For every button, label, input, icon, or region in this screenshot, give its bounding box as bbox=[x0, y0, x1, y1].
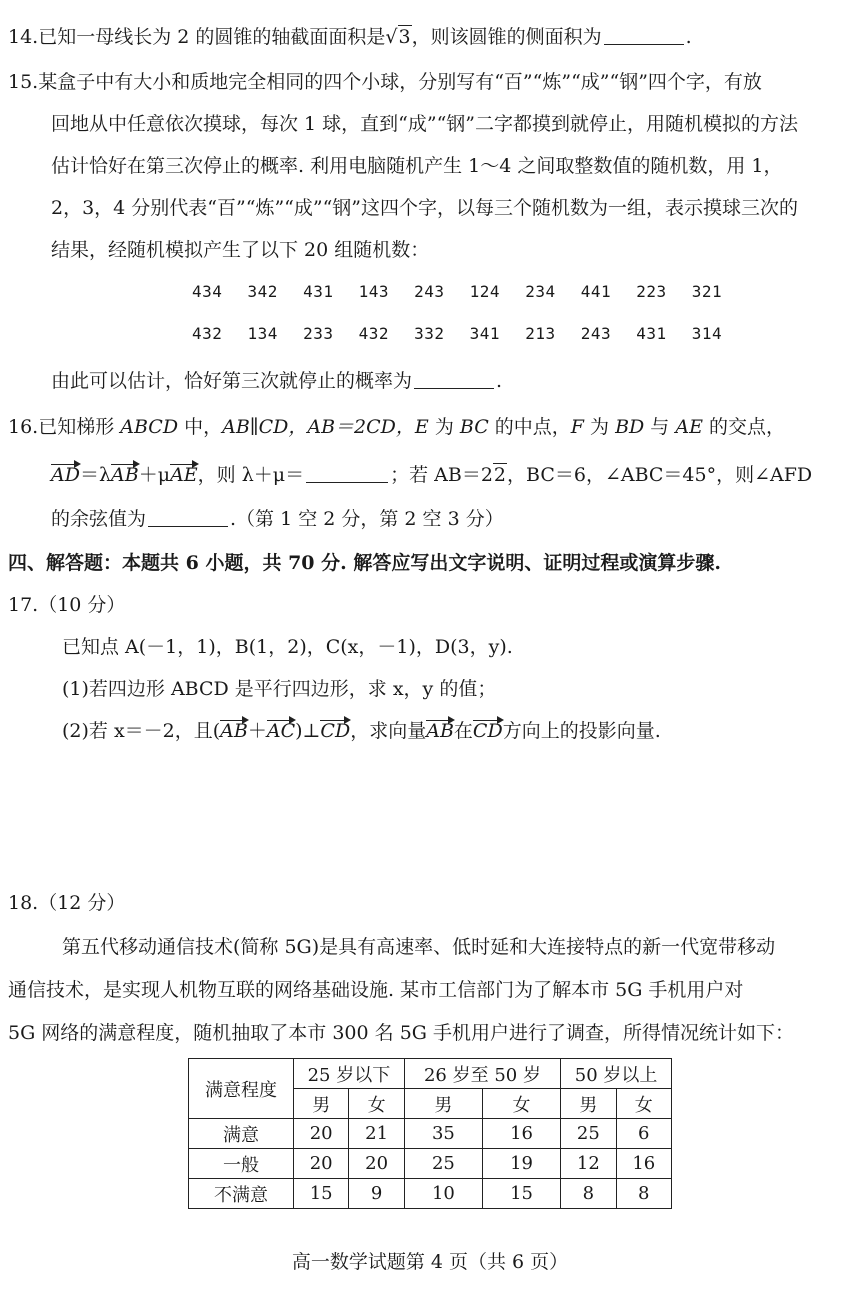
page-footer: 高一数学试题第 4 页（共 6 页） bbox=[291, 1251, 569, 1273]
question-text: 的余弦值为 bbox=[51, 508, 147, 530]
question-18-line-3: 5G 网络的满意程度，随机抽取了本市 300 名 5G 手机用户进行了调查，所得情况统计如下： bbox=[8, 1022, 794, 1044]
row-label: 不满意 bbox=[189, 1179, 294, 1209]
math-BD: BD bbox=[615, 416, 645, 438]
question-15-line-5: 结果，经随机模拟产生了以下 20 组随机数： bbox=[51, 239, 430, 261]
table-row bbox=[189, 1179, 672, 1209]
table-corner-cell: 满意程度 bbox=[189, 1059, 294, 1119]
vector-AE: AE bbox=[170, 464, 198, 486]
vector-AC: AC bbox=[266, 720, 296, 742]
question-text: (2)若 x＝－2，且( bbox=[62, 720, 221, 742]
table-cell: 8 bbox=[561, 1179, 616, 1209]
question-17-part-1: (1)若四边形 ABCD 是平行四边形，求 x，y 的值； bbox=[62, 678, 497, 700]
math-AE: AE bbox=[675, 416, 703, 438]
question-text: ，求向量 bbox=[350, 720, 427, 742]
question-text: 与 bbox=[644, 416, 676, 438]
section-heading: 四、解答题：本题共 6 小题，共 70 分. 解答应写出文字说明、证明过程或演算步骤. bbox=[8, 552, 721, 574]
question-15-line-4: 2，3，4 分别代表“百”“炼”“成”“钢”这四个字，以每三个随机数为一组，表示摸球三次的 bbox=[51, 197, 799, 219]
question-16-line-2 bbox=[51, 460, 812, 487]
question-15-line-2: 回地从中任意依次摸球，每次 1 球，直到“成”“钢”二字都摸到就停止，用随机模拟的方法 bbox=[51, 113, 799, 135]
question-14 bbox=[8, 22, 692, 49]
table-cell: 20 bbox=[349, 1149, 404, 1179]
question-number: 16. bbox=[8, 416, 39, 438]
question-17-header: 17.（10 分） bbox=[8, 594, 126, 616]
question-text: .（第 1 空 2 分，第 2 空 3 分） bbox=[230, 508, 504, 530]
question-text: 在 bbox=[453, 720, 473, 742]
table-cell: 21 bbox=[349, 1119, 404, 1149]
sqrt-argument: 3 bbox=[398, 26, 411, 48]
sqrt-symbol: √ bbox=[385, 26, 398, 48]
row-label: 一般 bbox=[189, 1149, 294, 1179]
math-ABCD: ABCD bbox=[120, 416, 179, 438]
question-15-line-3: 估计恰好在第三次停止的概率. 利用电脑随机产生 1～4 之间取整数值的随机数，用 1， bbox=[51, 155, 783, 177]
table-cell: 25 bbox=[404, 1149, 482, 1179]
question-text: ，则该圆锥的侧面积为 bbox=[411, 26, 602, 48]
answer-blank[interactable] bbox=[604, 26, 684, 45]
question-18-header: 18.（12 分） bbox=[8, 892, 126, 914]
gender-header: 男 bbox=[404, 1089, 482, 1119]
question-16-line-1 bbox=[8, 412, 785, 439]
question-18-line-1: 第五代移动通信技术(简称 5G)是具有高速率、低时延和大连接特点的新一代宽带移动 bbox=[62, 936, 776, 958]
age-group-header: 26 岁至 50 岁 bbox=[404, 1059, 560, 1089]
question-15-line-1 bbox=[8, 67, 762, 94]
question-text: 由此可以估计，恰好第三次就停止的概率为 bbox=[51, 370, 413, 392]
math-condition: AB∥CD，AB＝2CD，E bbox=[222, 416, 429, 438]
vector-AB: AB bbox=[426, 720, 454, 742]
random-numbers-row-2: 432 134 233 432 332 341 213 243 431 314 bbox=[192, 324, 723, 343]
question-text: 某盒子中有大小和质地完全相同的四个小球，分别写有“百”“炼”“成”“钢”四个字，有放 bbox=[38, 71, 762, 93]
question-15-line-6 bbox=[51, 366, 502, 393]
question-18-line-2: 通信技术，是实现人机物互联的网络基础设施. 某市工信部门为了解本市 5G 手机用户对 bbox=[8, 979, 744, 1001]
math-perp: )⊥ bbox=[295, 720, 321, 742]
question-17-part-2 bbox=[62, 716, 661, 743]
math-F: F bbox=[570, 416, 584, 438]
age-group-header: 50 岁以上 bbox=[561, 1059, 672, 1089]
period: . bbox=[496, 370, 503, 392]
table-row bbox=[189, 1149, 672, 1179]
question-text: 已知梯形 bbox=[38, 416, 121, 438]
answer-blank-1[interactable] bbox=[306, 464, 388, 483]
question-text: 中， bbox=[178, 416, 223, 438]
question-text: 方向上的投影向量. bbox=[502, 720, 661, 742]
math-eq: ＝λ bbox=[79, 464, 112, 486]
question-text: ，BC＝6，∠ABC＝45°，则∠AFD bbox=[507, 464, 813, 486]
question-number: 15. bbox=[8, 71, 39, 93]
answer-blank[interactable] bbox=[414, 370, 494, 389]
satisfaction-table bbox=[188, 1058, 672, 1209]
period: . bbox=[685, 26, 692, 48]
question-text: 为 bbox=[583, 416, 616, 438]
table-cell: 20 bbox=[294, 1149, 349, 1179]
question-text: 已知一母线长为 2 的圆锥的轴截面面积是 bbox=[38, 26, 386, 48]
table-cell: 35 bbox=[404, 1119, 482, 1149]
sqrt-argument: 2 bbox=[493, 464, 506, 486]
math-plus: ＋ bbox=[247, 720, 267, 742]
vector-AB: AB bbox=[220, 720, 248, 742]
table-cell: 8 bbox=[616, 1179, 671, 1209]
table-cell: 16 bbox=[482, 1119, 560, 1149]
table-cell: 20 bbox=[294, 1119, 349, 1149]
table-cell: 19 bbox=[482, 1149, 560, 1179]
answer-blank-2[interactable] bbox=[148, 508, 228, 527]
gender-header: 女 bbox=[482, 1089, 560, 1119]
question-text: 的交点， bbox=[702, 416, 785, 438]
question-number: 14. bbox=[8, 26, 39, 48]
math-plus-mu: ＋μ bbox=[138, 464, 171, 486]
table-cell: 6 bbox=[616, 1119, 671, 1149]
age-group-header: 25 岁以下 bbox=[294, 1059, 405, 1089]
vector-AD: AD bbox=[51, 464, 80, 486]
gender-header: 女 bbox=[616, 1089, 671, 1119]
table-cell: 9 bbox=[349, 1179, 404, 1209]
table-cell: 12 bbox=[561, 1149, 616, 1179]
gender-header: 男 bbox=[294, 1089, 349, 1119]
question-text: ，则 λ＋μ＝ bbox=[197, 464, 305, 486]
random-numbers-row-1: 434 342 431 143 243 124 234 441 223 321 bbox=[192, 282, 723, 301]
table-cell: 15 bbox=[482, 1179, 560, 1209]
math-BC: BC bbox=[459, 416, 489, 438]
table-cell: 25 bbox=[561, 1119, 616, 1149]
gender-header: 男 bbox=[561, 1089, 616, 1119]
question-17-line-1: 已知点 A(－1，1)，B(1，2)，C(x，－1)，D(3，y). bbox=[62, 636, 513, 658]
question-text: 为 bbox=[428, 416, 460, 438]
table-cell: 16 bbox=[616, 1149, 671, 1179]
row-label: 满意 bbox=[189, 1119, 294, 1149]
vector-CD: CD bbox=[472, 720, 503, 742]
vector-CD: CD bbox=[320, 720, 351, 742]
vector-AB: AB bbox=[111, 464, 139, 486]
table-row bbox=[189, 1119, 672, 1149]
question-text: 的中点， bbox=[488, 416, 571, 438]
gender-header: 女 bbox=[349, 1089, 404, 1119]
table-header-row bbox=[189, 1059, 672, 1089]
table-cell: 10 bbox=[404, 1179, 482, 1209]
question-text: ；若 AB＝2 bbox=[390, 464, 493, 486]
question-16-line-3 bbox=[51, 504, 504, 531]
table-cell: 15 bbox=[294, 1179, 349, 1209]
